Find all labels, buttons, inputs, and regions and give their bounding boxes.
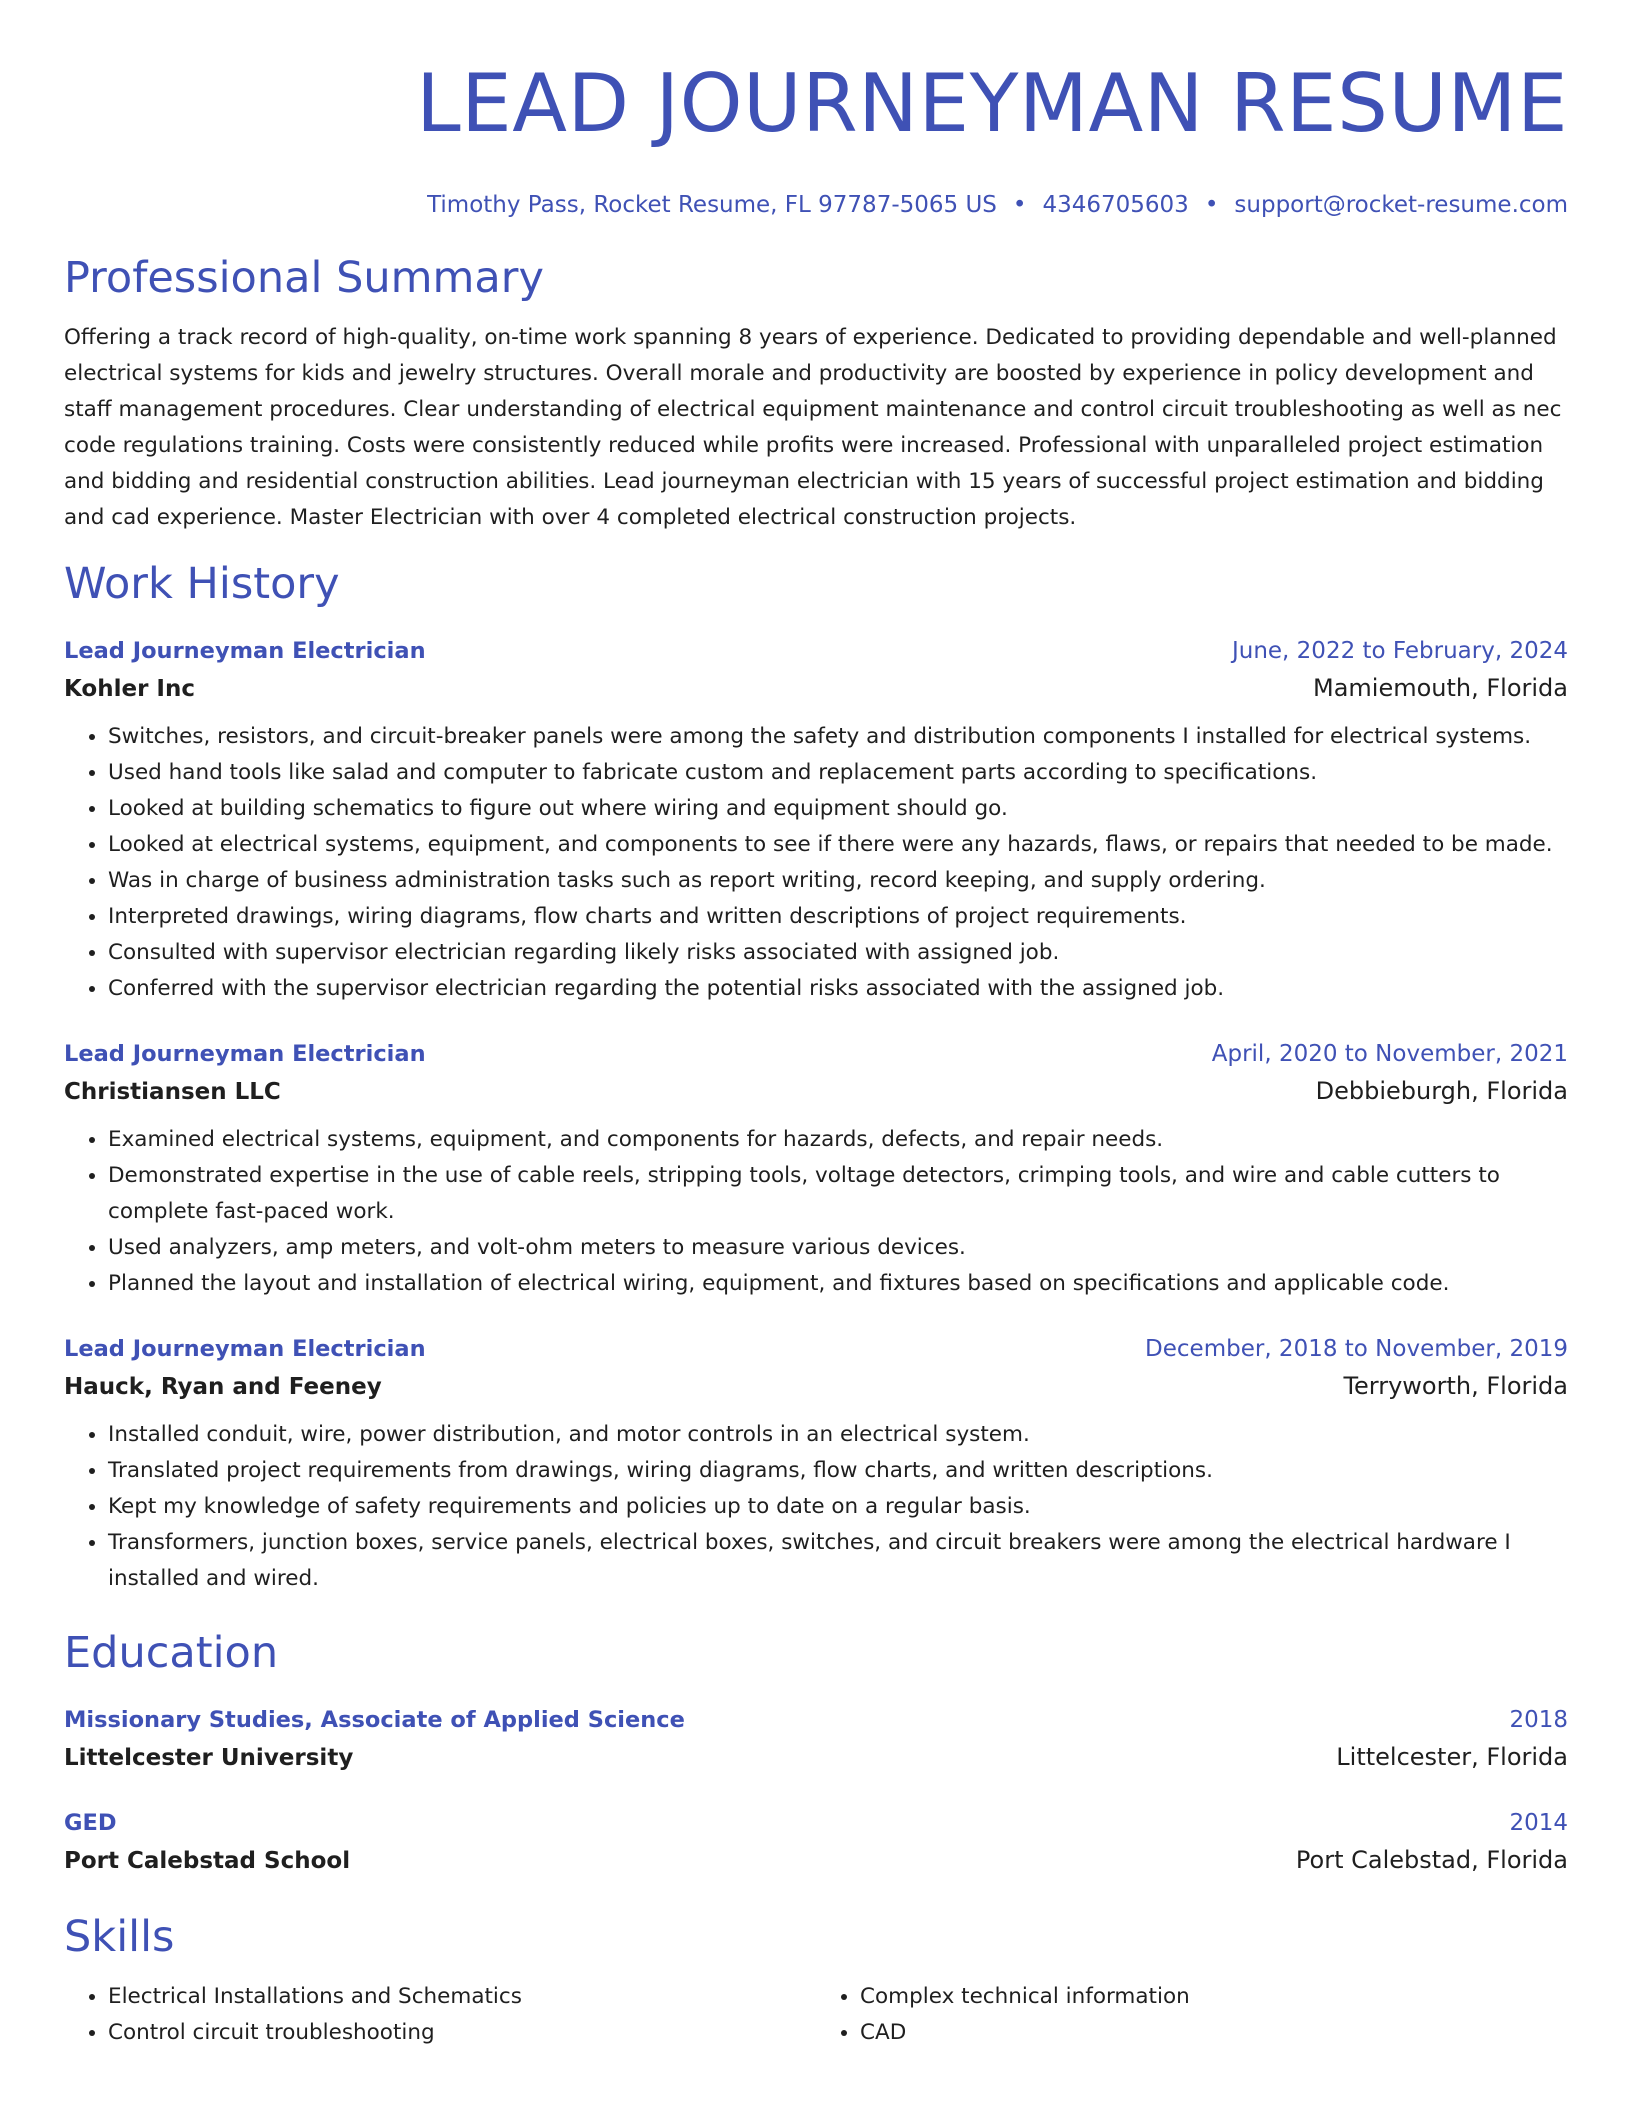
- education-location: Port Calebstad, Florida: [1295, 1846, 1568, 1874]
- work-history-heading: Work History: [64, 559, 340, 609]
- job-entry: [64, 634, 1568, 1007]
- job-bullet: • Kept my knowledge of safety requirements and policies up to date on a regular basis.: [108, 1489, 1568, 1525]
- job-bullet: • Looked at electrical systems, equipment, and components to see if there were any hazards, flaws, or repairs that needed to be made.: [108, 827, 1568, 863]
- skills-list: [64, 1979, 1568, 2051]
- job-bullet: • Was in charge of business administration tasks such as report writing, record keeping, and supply ordering.: [108, 863, 1568, 899]
- skills-column-right: [816, 1979, 1568, 2051]
- job-company: Kohler Inc: [64, 676, 195, 702]
- job-title: Lead Journeyman Electrician: [64, 1336, 426, 1362]
- job-bullet: • Planned the layout and installation of electrical wiring, equipment, and fixtures based on specifications and applicable code.: [108, 1266, 1568, 1302]
- job-title: Lead Journeyman Electrician: [64, 1041, 426, 1067]
- job-bullets: [64, 719, 1568, 1007]
- skill-item: • Electrical Installations and Schematics: [108, 1979, 816, 2015]
- resume-page: [64, 0, 1568, 2051]
- education-year: 2014: [1509, 1810, 1568, 1836]
- job-bullet: • Looked at building schematics to figure out where wiring and equipment should go.: [108, 791, 1568, 827]
- job-bullet: • Switches, resistors, and circuit-breaker panels were among the safety and distribution components I installed for electrical systems.: [108, 719, 1568, 755]
- job-bullets: [64, 1122, 1568, 1302]
- job-dates: June, 2022 to February, 2024: [1231, 638, 1568, 664]
- education-school: Littelcester University: [64, 1745, 354, 1771]
- job-location: Debbieburgh, Florida: [1315, 1077, 1568, 1105]
- education-entry: [64, 1806, 1568, 1881]
- job-location: Mamiemouth, Florida: [1312, 674, 1568, 702]
- job-entry: [64, 1037, 1568, 1302]
- education-school: Port Calebstad School: [64, 1848, 351, 1874]
- job-bullet: • Transformers, junction boxes, service panels, electrical boxes, switches, and circuit breakers were among the electrical hardware I installed and wired.: [108, 1525, 1568, 1597]
- contact-separator: •: [1012, 192, 1027, 218]
- skill-item: • Control circuit troubleshooting: [108, 2015, 816, 2051]
- education-year: 2018: [1509, 1707, 1568, 1733]
- skill-item: • CAD: [860, 2015, 1568, 2051]
- job-bullet: • Consulted with supervisor electrician regarding likely risks associated with assigned job.: [108, 935, 1568, 971]
- education-entry: [64, 1703, 1568, 1778]
- job-bullet: • Demonstrated expertise in the use of cable reels, stripping tools, voltage detectors, crimping tools, and wire and cable cutters to complete fast-paced work.: [108, 1158, 1568, 1230]
- education-location: Littelcester, Florida: [1336, 1743, 1568, 1771]
- job-bullet: • Used hand tools like salad and computer to fabricate custom and replacement parts according to specifications.: [108, 755, 1568, 791]
- job-bullets: [64, 1417, 1568, 1597]
- job-company: Christiansen LLC: [64, 1079, 281, 1105]
- job-bullet: • Translated project requirements from drawings, wiring diagrams, flow charts, and written descriptions.: [108, 1453, 1568, 1489]
- contact-address: Timothy Pass, Rocket Resume, FL 97787-5065 US: [427, 192, 997, 218]
- contact-phone: 4346705603: [1042, 192, 1189, 218]
- summary-text: Offering a track record of high-quality, on-time work spanning 8 years of experience. Dedicated to providing dependable and well-planned electrical systems for kids and jewelry structures. Overall morale and productivity are boosted by experience in policy development and staff management procedures. Clear understanding of electrical equipment maintenance and control circuit troubleshooting as well as nec code regulations training. Costs were consistently reduced while profits were increased. Professional with unparalleled project estimation and bidding and residential construction abilities. Lead journeyman electrician with 15 years of successful project estimation and bidding and cad experience. Master Electrician with over 4 completed electrical construction projects.: [64, 325, 1562, 530]
- job-dates: April, 2020 to November, 2021: [1211, 1041, 1568, 1067]
- job-dates: December, 2018 to November, 2019: [1145, 1336, 1568, 1362]
- resume-title: LEAD JOURNEYMAN RESUME: [416, 57, 1568, 150]
- job-bullet: • Examined electrical systems, equipment, and components for hazards, defects, and repair needs.: [108, 1122, 1568, 1158]
- summary-heading: Professional Summary: [64, 253, 544, 303]
- job-bullet: • Conferred with the supervisor electrician regarding the potential risks associated with the assigned job.: [108, 971, 1568, 1007]
- job-location: Terryworth, Florida: [1343, 1372, 1568, 1400]
- education-heading: Education: [64, 1628, 279, 1678]
- job-bullet: • Used analyzers, amp meters, and volt-ohm meters to measure various devices.: [108, 1230, 1568, 1266]
- contact-line: [64, 190, 1568, 220]
- job-title: Lead Journeyman Electrician: [64, 638, 426, 664]
- job-company: Hauck, Ryan and Feeney: [64, 1374, 382, 1400]
- job-entry: [64, 1332, 1568, 1597]
- skills-column-left: [64, 1979, 816, 2051]
- job-bullet: • Installed conduit, wire, power distribution, and motor controls in an electrical system.: [108, 1417, 1568, 1453]
- skills-heading: Skills: [64, 1912, 175, 1962]
- education-degree: Missionary Studies, Associate of Applied Science: [64, 1707, 685, 1733]
- contact-separator: •: [1204, 192, 1219, 218]
- skill-item: • Complex technical information: [860, 1979, 1568, 2015]
- education-degree: GED: [64, 1810, 117, 1836]
- contact-email: support@rocket-resume.com: [1234, 192, 1568, 218]
- job-bullet: • Interpreted drawings, wiring diagrams, flow charts and written descriptions of project requirements.: [108, 899, 1568, 935]
